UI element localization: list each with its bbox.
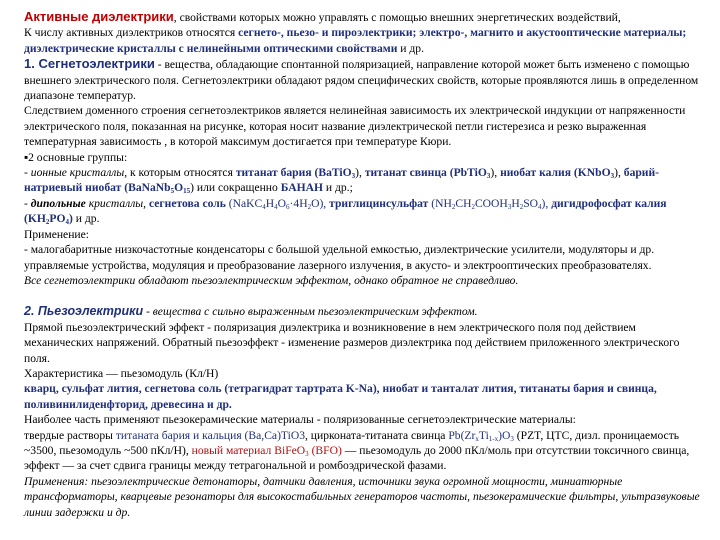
barium-sodium-niobate: барий-натриевый ниобат ($BaNaNb_5O_{15}$: [24, 166, 660, 196]
text: — пьезомодуль до 2000 пКл/моль при отсутствии токсичного свинца, эффект — за счет сдвига границы между тетрагональной и ромбоэдрической фазами.: [24, 443, 690, 473]
rochelle-salt-formula: $(NaKC_4H_4O_6\cdot 4H_2O)$,: [225, 196, 330, 211]
intro-paragraph: [24, 9, 700, 56]
ionic-crystals-label: ионные кристаллы,: [30, 166, 128, 180]
text: ) или сокращенно: [190, 181, 281, 195]
text: ),: [490, 166, 501, 180]
solid-solutions-paragraph: [24, 428, 700, 474]
triglycine-sulfate: триглицинсульфат: [329, 196, 429, 210]
barium-calcium-titanate: титаната бария и кальция (Ba,Ca)TiO3: [115, 428, 305, 442]
intro-text-2: К числу активных диэлектриков относятся: [24, 26, 239, 40]
section-gap: [24, 288, 700, 304]
piezoelectrics-def: - вещества с сильно выраженным пьезоэлектрическим эффектом.: [143, 305, 478, 319]
intro-text-3: и др.: [397, 41, 424, 55]
pzt-formula: $Pb(Zr_xTi_{1-x})O_3$: [448, 428, 514, 443]
text: к которым относятся: [127, 166, 236, 180]
active-materials-list: сегнето-, пьезо- и пироэлектрики; электро-, магнито и акустооптические материалы; диэлектрические кристаллы с нелинейными оптическими свойствами: [24, 26, 687, 55]
text: ),: [355, 166, 365, 180]
piezoceramics-paragraph: Наиболее часть применяют пьезокерамические материалы - поляризованные сегнетоэлектрические материалы:: [24, 413, 576, 427]
lead-titanate: титанат свинца (PbTiO$_3$: [364, 166, 491, 181]
application-label: Применение:: [24, 227, 89, 241]
kdp-formula: $(KH_2PO_4)$: [24, 212, 73, 227]
dipole-crystals-label: дипольные: [30, 196, 86, 210]
piezo-effect-paragraph: Прямой пьезоэлектрический эффект - поляризация диэлектрика и возникновение в нем электрического поля под действием механических напряжений. Обратный пьезоэффект - изменение размеров диэлектрика под действием приложенного электрического поля.: [24, 320, 680, 365]
piezoelectrics-heading: 2. Пьезоэлектрики: [24, 304, 144, 319]
application-text: - малогабаритные низкочастотные конденсаторы с большой удельной емкостью, диэлектрические усилители, модуляторы и др. управляемые устройства, модуляция и преобразование лазерного излучения, в акусто- и электрооптических преобразователях.: [24, 243, 655, 272]
bfo-new-material: новый материал BiFeO$_3$ (BFO): [191, 443, 342, 458]
group-dipole: [24, 196, 700, 227]
text: кристаллы,: [85, 196, 149, 210]
ferroelectrics-text: - вещества, обладающие спонтанной поляризацией, направление которой может быть изменено с помощью внешнего электрического поля. Сегнетоэлектрики обладают рядом специфических свойств, которые проявляются лишь в определенном диапазоне температур.: [24, 58, 699, 103]
piezo-characteristic: Характеристика — пьезомодуль (Кл/Н): [24, 366, 219, 380]
text: и др.: [72, 212, 100, 226]
ferroelectric-note: Все сегнетоэлектрики обладают пьезоэлектрическим эффектом, однако обратное не справедливо.: [24, 273, 519, 287]
hysteresis-paragraph: Следствием доменного строения сегнетоэлектриков является нелинейная зависимость их электрической индукции от напряженности электрического поля, показанная на рисунке, которая носит название диэлектрической петли гистерезиса и резко выраженная температурная зависимость , в которой максимум достигается при температуре Кюри.: [24, 104, 686, 149]
dash: -: [24, 196, 31, 210]
potassium-dihydrogen-phosphate: дигидрофосфат калия: [551, 196, 667, 210]
text: и др.;: [323, 181, 353, 195]
barium-titanate: титанат бария (BaTiO$_3$: [235, 166, 356, 181]
ferroelectrics-definition: [24, 56, 700, 103]
text: , цирконата-титаната свинца: [305, 428, 449, 442]
text: (PZT, ЦТС, дизл. проницаемость ~3500, пьезомодуль ~500 пКл/Н),: [24, 428, 680, 457]
dash: -: [24, 166, 31, 180]
potassium-niobate: ниобат калия (KNbO$_3$: [500, 166, 615, 181]
intro-text-1: , свойствами которых можно управлять с помощью внешних энергетических воздействий,: [173, 11, 621, 24]
banan-abbreviation: БАНАН: [280, 181, 323, 195]
tgs-formula: $(NH_2CH_2COOH_3H_2SO_4)$,: [428, 196, 552, 211]
group-ionic: [24, 165, 700, 196]
ferroelectrics-heading: 1. Сегнетоэлектрики: [24, 56, 155, 72]
text: твердые растворы: [24, 428, 116, 442]
active-dielectrics-heading: Активные диэлектрики: [24, 9, 174, 24]
rochelle-salt: сегнетова соль: [148, 196, 226, 210]
piezo-applications: Применения: пьезоэлектрические детонаторы, датчики давления, источники звука огромной мощности, миниатюрные трансформаторы, кварцевые резонаторы для высокостабильных генераторов частоты, пьезокерамические фильтры, ультразвуковые линии задержки и др.: [24, 474, 700, 519]
piezoelectrics-definition: [24, 304, 700, 319]
groups-heading: ▪2 основные группы:: [24, 150, 128, 164]
text: ),: [614, 166, 624, 180]
piezo-materials-list: кварц, сульфат лития, сегнетова соль (тетрагидрат тартрата K-Na), ниобат и танталат лития, титанаты бария и свинца, поливинилиденфторид, древесина и др.: [24, 382, 657, 411]
slide-content: [24, 9, 700, 520]
